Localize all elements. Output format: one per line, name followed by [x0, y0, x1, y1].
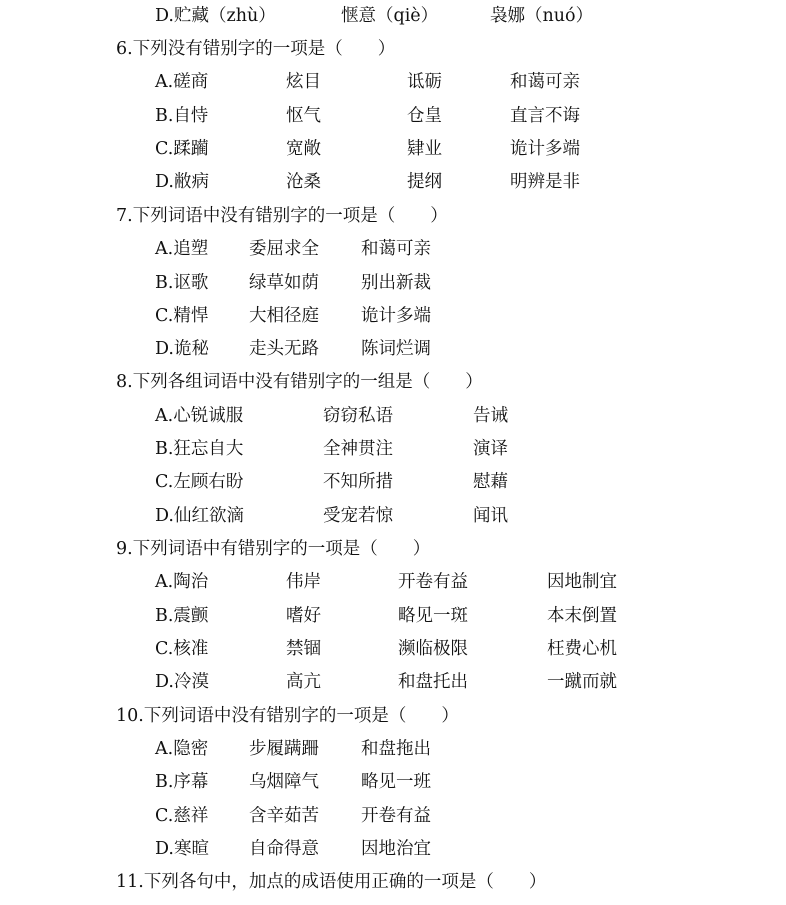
q8-option-a-2: 窃窃私语 — [323, 406, 393, 426]
q10-option-b-1: B.序幕 — [155, 772, 209, 792]
q9-option-c-3: 濒临极限 — [398, 639, 468, 659]
q10-option-b-2: 乌烟障气 — [249, 772, 319, 792]
q7-option-d-2: 走头无路 — [249, 339, 319, 359]
q6-option-a-1: A.磋商 — [155, 72, 209, 92]
q9-option-d-4: 一蹴而就 — [547, 672, 617, 692]
q9-option-a-4: 因地制宜 — [547, 572, 617, 592]
q7-option-c-1: C.精悍 — [155, 306, 209, 326]
q9-option-a-2: 伟岸 — [286, 572, 321, 592]
q6-option-a-4: 和蔼可亲 — [510, 72, 580, 92]
q8-option-a-3: 告诫 — [473, 406, 508, 426]
q6-option-d-4: 明辨是非 — [510, 172, 580, 192]
q10-option-d-1: D.寒暄 — [155, 839, 209, 859]
q9-option-d-1: D.冷漠 — [155, 672, 209, 692]
q8-option-c-3: 慰藉 — [473, 472, 508, 492]
q10-option-c-2: 含辛茹苦 — [249, 806, 319, 826]
q9-option-b-2: 嗜好 — [286, 606, 321, 626]
q8-option-a-1: A.心锐诚服 — [155, 406, 244, 426]
q8-option-d-3: 闻讯 — [473, 506, 508, 526]
q10-option-d-3: 因地治宜 — [361, 839, 431, 859]
q10-option-a-1: A.隐密 — [155, 739, 209, 759]
question-11: 11.下列各句中，加点的成语使用正确的一项是（ ） — [116, 872, 547, 892]
q8-option-d-2: 受宠若惊 — [323, 506, 393, 526]
q6-option-c-4: 诡计多端 — [510, 139, 580, 159]
q7-option-d-3: 陈词烂调 — [361, 339, 431, 359]
q8-option-c-2: 不知所措 — [323, 472, 393, 492]
q10-option-d-2: 自命得意 — [249, 839, 319, 859]
question-7: 7.下列词语中没有错别字的一项是（ ） — [116, 206, 448, 226]
q5-option-d-word3: 袅娜（nuó） — [490, 6, 594, 26]
q7-option-a-3: 和蔼可亲 — [361, 239, 431, 259]
q6-option-d-1: D.敝病 — [155, 172, 209, 192]
question-6: 6.下列没有错别字的一项是（ ） — [116, 39, 396, 59]
q9-option-c-4: 枉费心机 — [547, 639, 617, 659]
q6-option-b-2: 怄气 — [286, 106, 321, 126]
q10-option-a-3: 和盘拖出 — [361, 739, 431, 759]
q6-option-c-2: 宽敞 — [286, 139, 321, 159]
q6-option-b-3: 仓皇 — [407, 106, 442, 126]
q10-option-c-1: C.慈祥 — [155, 806, 209, 826]
q9-option-d-3: 和盘托出 — [398, 672, 468, 692]
q9-option-c-2: 禁锢 — [286, 639, 321, 659]
q5-option-d-word1: D.贮藏（zhù） — [155, 6, 276, 26]
q7-option-c-2: 大相径庭 — [249, 306, 319, 326]
q9-option-c-1: C.核准 — [155, 639, 209, 659]
q10-option-b-3: 略见一班 — [361, 772, 431, 792]
q7-option-c-3: 诡计多端 — [361, 306, 431, 326]
q7-option-b-2: 绿草如荫 — [249, 273, 319, 293]
q9-option-b-4: 本末倒置 — [547, 606, 617, 626]
q6-option-a-3: 诋砺 — [407, 72, 442, 92]
q7-option-b-3: 别出新裁 — [361, 273, 431, 293]
q5-option-d-word2: 惬意（qiè） — [341, 6, 439, 26]
question-10: 10.下列词语中没有错别字的一项是（ ） — [116, 706, 459, 726]
q8-option-b-1: B.狂忘自大 — [155, 439, 244, 459]
q9-option-d-2: 高亢 — [286, 672, 321, 692]
q6-option-c-1: C.蹂躏 — [155, 139, 209, 159]
q8-option-d-1: D.仙红欲滴 — [155, 506, 244, 526]
q6-option-a-2: 炫目 — [286, 72, 321, 92]
q7-option-d-1: D.诡秘 — [155, 339, 209, 359]
question-8: 8.下列各组词语中没有错别字的一组是（ ） — [116, 372, 483, 392]
q6-option-c-3: 肄业 — [407, 139, 442, 159]
q6-option-b-1: B.自恃 — [155, 106, 209, 126]
q8-option-b-3: 演译 — [473, 439, 508, 459]
q8-option-b-2: 全神贯注 — [323, 439, 393, 459]
q6-option-d-2: 沧桑 — [286, 172, 321, 192]
q7-option-a-2: 委屈求全 — [249, 239, 319, 259]
q6-option-b-4: 直言不诲 — [510, 106, 580, 126]
q9-option-a-1: A.陶治 — [155, 572, 209, 592]
q7-option-a-1: A.追塑 — [155, 239, 209, 259]
q7-option-b-1: B.讴歌 — [155, 273, 209, 293]
q8-option-c-1: C.左顾右盼 — [155, 472, 244, 492]
question-9: 9.下列词语中有错别字的一项是（ ） — [116, 539, 431, 559]
q10-option-c-3: 开卷有益 — [361, 806, 431, 826]
q9-option-a-3: 开卷有益 — [398, 572, 468, 592]
q9-option-b-3: 略见一斑 — [398, 606, 468, 626]
q6-option-d-3: 提纲 — [407, 172, 442, 192]
q10-option-a-2: 步履蹒跚 — [249, 739, 319, 759]
q9-option-b-1: B.震颤 — [155, 606, 209, 626]
